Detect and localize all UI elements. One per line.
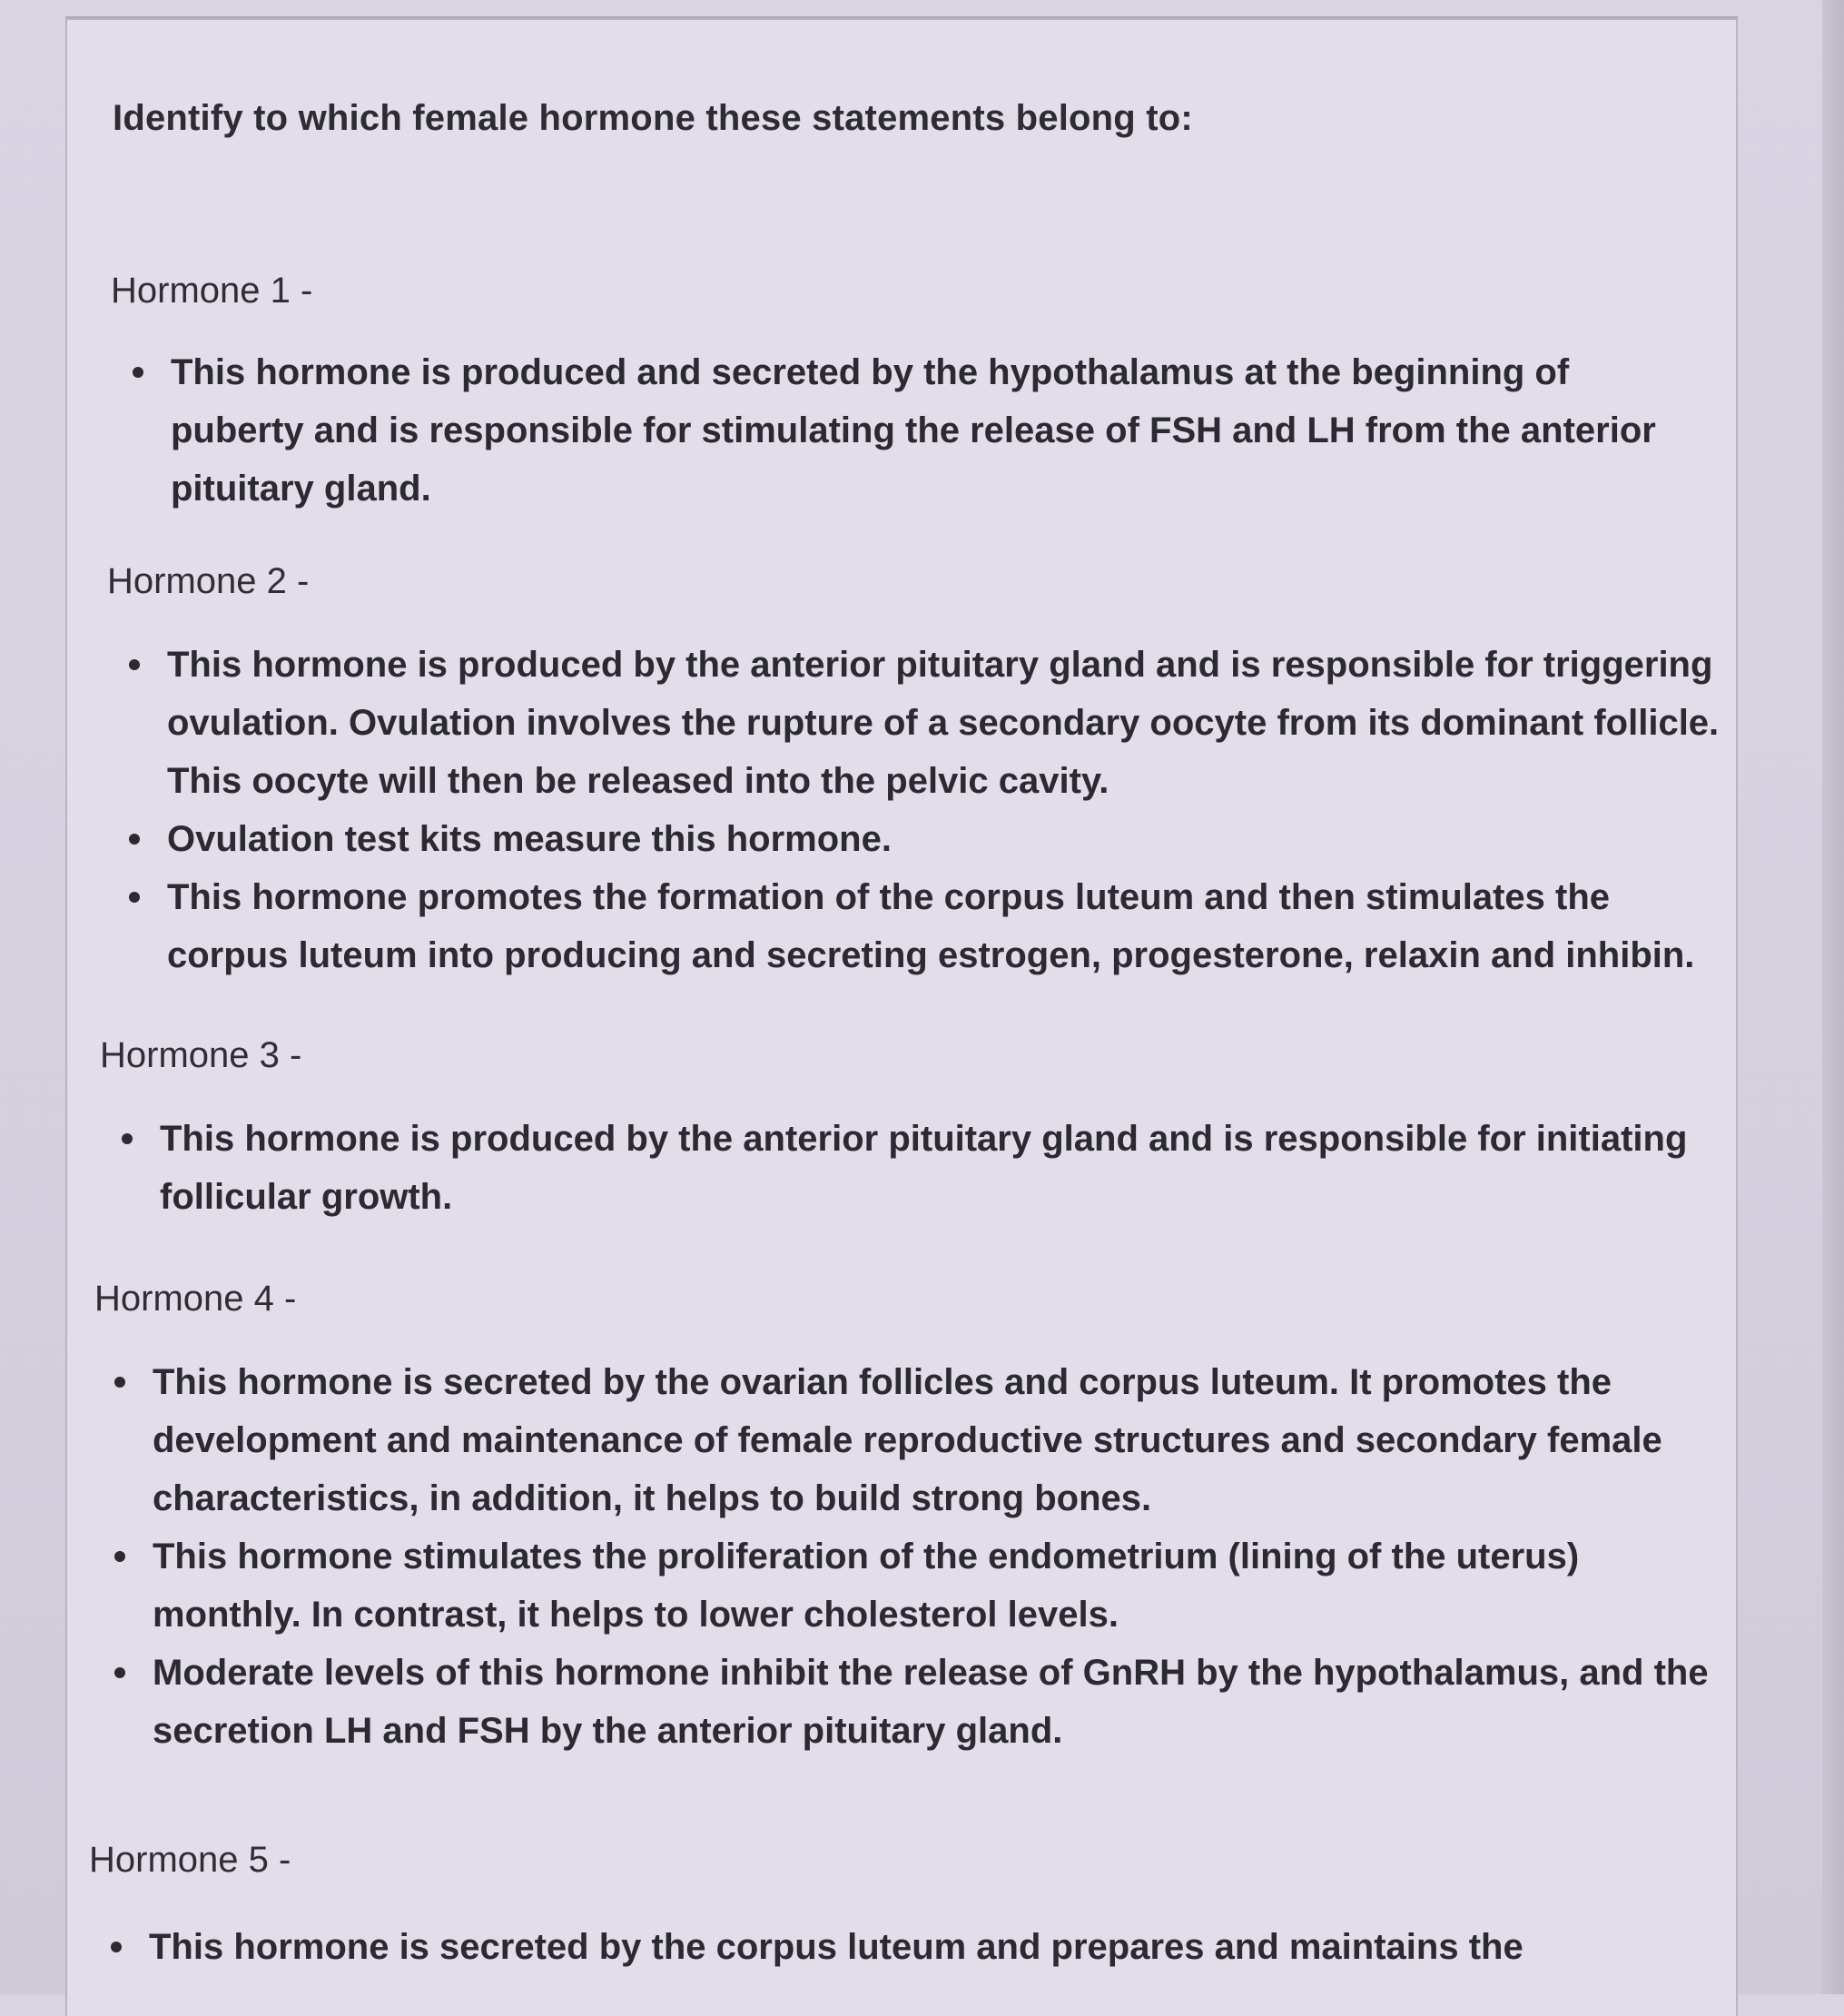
question-prompt: Identify to which female hormone these statements belong to: bbox=[113, 98, 1193, 138]
hormone-5-statements bbox=[105, 1918, 1731, 1976]
bullet-icon bbox=[111, 1942, 122, 1952]
bullet-icon bbox=[129, 834, 140, 845]
hormone-4-statement-1: This hormone is secreted by the ovarian follicles and corpus luteum. It promotes the development and maintenance of female reproductive structures and secondary female characteristics, in addition, it helps to build strong bones. bbox=[109, 1353, 1734, 1527]
bullet-icon bbox=[122, 1133, 133, 1144]
hormone-1-statements bbox=[127, 343, 1707, 518]
bullet-icon bbox=[129, 659, 140, 670]
hormone-5-statement-1: This hormone is secreted by the corpus luteum and prepares and maintains the bbox=[105, 1918, 1731, 1976]
bullet-icon bbox=[129, 892, 140, 903]
hormone-1-statement-1: This hormone is produced and secreted by the hypothalamus at the beginning of puberty and is responsible for stimulating the release of FSH and LH from the anterior pituitary gland. bbox=[127, 343, 1707, 518]
hormone-4-statement-3: Moderate levels of this hormone inhibit the release of GnRH by the hypothalamus, and the secretion LH and FSH by the anterior pituitary gland. bbox=[109, 1644, 1734, 1760]
hormone-2-statement-2: Ovulation test kits measure this hormone. bbox=[123, 810, 1721, 868]
hormone-4-statements bbox=[109, 1353, 1734, 1760]
hormone-3-statements bbox=[116, 1110, 1732, 1226]
hormone-5-heading: Hormone 5 - bbox=[89, 1840, 291, 1880]
hormone-2-statement-3: This hormone promotes the formation of the corpus luteum and then stimulates the corpus luteum into producing and secreting estrogen, progesterone, relaxin and inhibin. bbox=[123, 868, 1721, 984]
hormone-4-heading: Hormone 4 - bbox=[94, 1279, 297, 1319]
hormone-2-statements bbox=[123, 636, 1721, 984]
hormone-2-heading: Hormone 2 - bbox=[107, 561, 310, 601]
bullet-icon bbox=[114, 1667, 125, 1678]
hormone-2-statement-1: This hormone is produced by the anterior pituitary gland and is responsible for triggering ovulation. Ovulation involves the rupture of a secondary oocyte from its dominant follicle. This oocyte will then be released into the pelvic cavity. bbox=[123, 636, 1721, 810]
hormone-3-statement-1: This hormone is produced by the anterior pituitary gland and is responsible for initiating follicular growth. bbox=[116, 1110, 1732, 1226]
bullet-icon bbox=[114, 1551, 125, 1562]
screen-edge bbox=[1822, 0, 1844, 1994]
hormone-3-heading: Hormone 3 - bbox=[100, 1035, 302, 1075]
hormone-4-statement-2: This hormone stimulates the proliferation of the endometrium (lining of the uterus) monthly. In contrast, it helps to lower cholesterol levels. bbox=[109, 1527, 1734, 1644]
hormone-1-heading: Hormone 1 - bbox=[111, 271, 313, 311]
bullet-icon bbox=[114, 1377, 125, 1388]
bullet-icon bbox=[133, 367, 143, 378]
